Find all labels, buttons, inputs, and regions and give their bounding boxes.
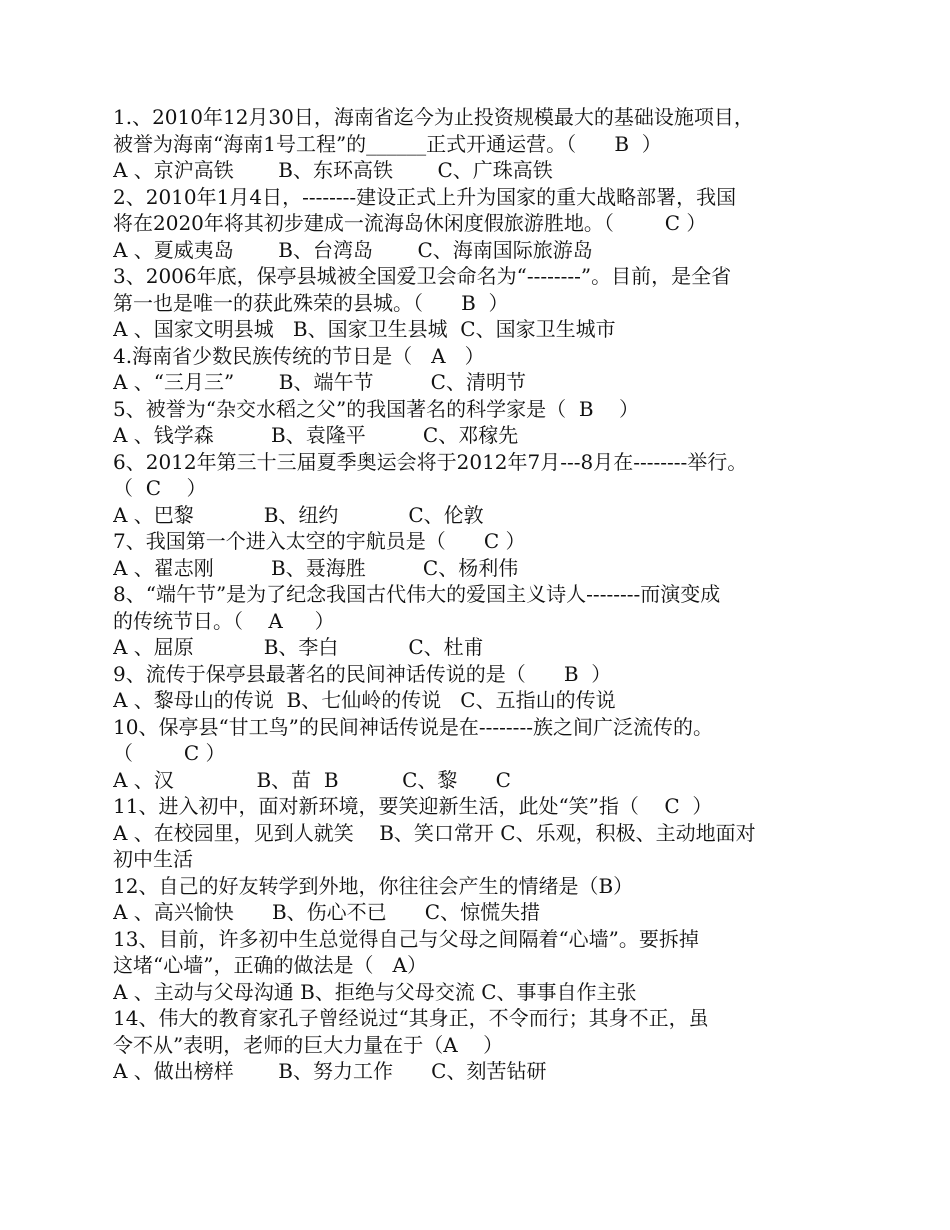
question-8-stem: 8、“端午节”是为了纪念我国古代伟大的爱国主义诗人--------而演变成	[113, 582, 721, 606]
question-5-stem: 5、被誉为“杂交水稻之父”的我国著名的科学家是（ B ）	[113, 396, 640, 421]
question-8-stem-cont: 的传统节日。（ A ）	[113, 608, 335, 633]
question-8-options: A 、屈原 B、李白 C、杜甫	[113, 635, 484, 659]
question-3-stem: 3、2006年底，保亭县城被全国爱卫会命名为“--------”。目前，是全省	[113, 264, 732, 288]
question-10-options: A 、汉 B、苗 B C、黎 C	[113, 767, 511, 792]
question-7-stem: 7、我国第一个进入太空的宇航员是（ C ）	[113, 529, 526, 553]
question-6-stem: 6、2012年第三十三届夏季奥运会将于2012年7月---8月在--------举行。	[113, 449, 748, 474]
question-3-options: A 、国家文明县城 B、国家卫生县城 C、国家卫生城市	[113, 317, 616, 341]
question-11-options-cont: 初中生活	[113, 847, 193, 871]
question-13-options: A 、主动与父母沟通 B、拒绝与父母交流 C、事事自作主张	[113, 979, 637, 1004]
question-6-options: A 、巴黎 B、纽约 C、伦敦	[113, 502, 484, 527]
question-5-options: A 、钱学森 B、袁隆平 C、邓稼先	[113, 423, 519, 447]
question-13-stem-cont: 这堵“心墙”，正确的做法是（ A）	[113, 953, 427, 977]
question-2-options: A 、夏威夷岛 B、台湾岛 C、海南国际旅游岛	[113, 237, 593, 262]
question-4-stem: 4.海南省少数民族传统的节日是（ A ）	[113, 343, 485, 368]
question-3-stem-cont: 第一也是唯一的获此殊荣的县城。（ B ）	[113, 290, 509, 315]
question-12-stem: 12、自己的好友转学到外地，你往往会产生的情绪是（B）	[113, 873, 634, 898]
question-12-options: A 、高兴愉快 B、伤心不已 C、惊慌失措	[113, 900, 541, 924]
question-1-stem-cont: 被誉为海南“海南1号工程”的______正式开通运营。（ B ）	[113, 131, 662, 156]
question-2-stem-cont: 将在2020年将其初步建成一流海岛休闲度假旅游胜地。（ C ）	[113, 211, 707, 235]
question-9-options: A 、黎母山的传说 B、七仙岭的传说 C、五指山的传说	[113, 688, 616, 712]
question-11-options: A 、在校园里，见到人就笑 B、笑口常开 C、乐观，积极、主动地面对	[113, 820, 756, 845]
question-1-options: A 、京沪高铁 B、东环高铁 C、广珠高铁	[113, 158, 553, 182]
question-14-stem-cont: 令不从”表明，老师的巨大力量在于（A ）	[113, 1032, 504, 1057]
question-10-stem: 10、保亭县“甘工鸟”的民间神话传说是在--------族之间广泛流传的。	[113, 714, 713, 739]
question-7-options: A 、翟志刚 B、聂海胜 C、杨利伟	[113, 555, 519, 580]
question-4-options: A 、“三月三” B、端午节 C、清明节	[113, 370, 526, 394]
question-9-stem: 9、流传于保亭县最著名的民间神话传说的是（ B ）	[113, 661, 612, 686]
question-11-stem: 11、进入初中，面对新环境，要笑迎新生活，此处“笑”指（ C ）	[113, 794, 713, 818]
question-2-stem: 2、2010年1月4日，--------建设正式上升为国家的重大战略部署，我国	[113, 184, 737, 209]
question-14-options: A 、做出榜样 B、努力工作 C、刻苦钻研	[113, 1059, 547, 1083]
question-6-answer: （ C ）	[113, 476, 207, 500]
question-13-stem: 13、目前，许多初中生总觉得自己与父母之间隔着“心墙”。要拆掉	[113, 926, 699, 951]
question-10-answer: （ C ）	[113, 741, 226, 765]
question-1-stem: 1.、2010年12月30日，海南省迄今为止投资规模最大的基础设施项目，	[113, 105, 754, 129]
question-14-stem: 14、伟大的教育家孔子曾经说过“其身正，不令而行；其身不正，虽	[113, 1006, 709, 1030]
document-body	[113, 104, 873, 1085]
